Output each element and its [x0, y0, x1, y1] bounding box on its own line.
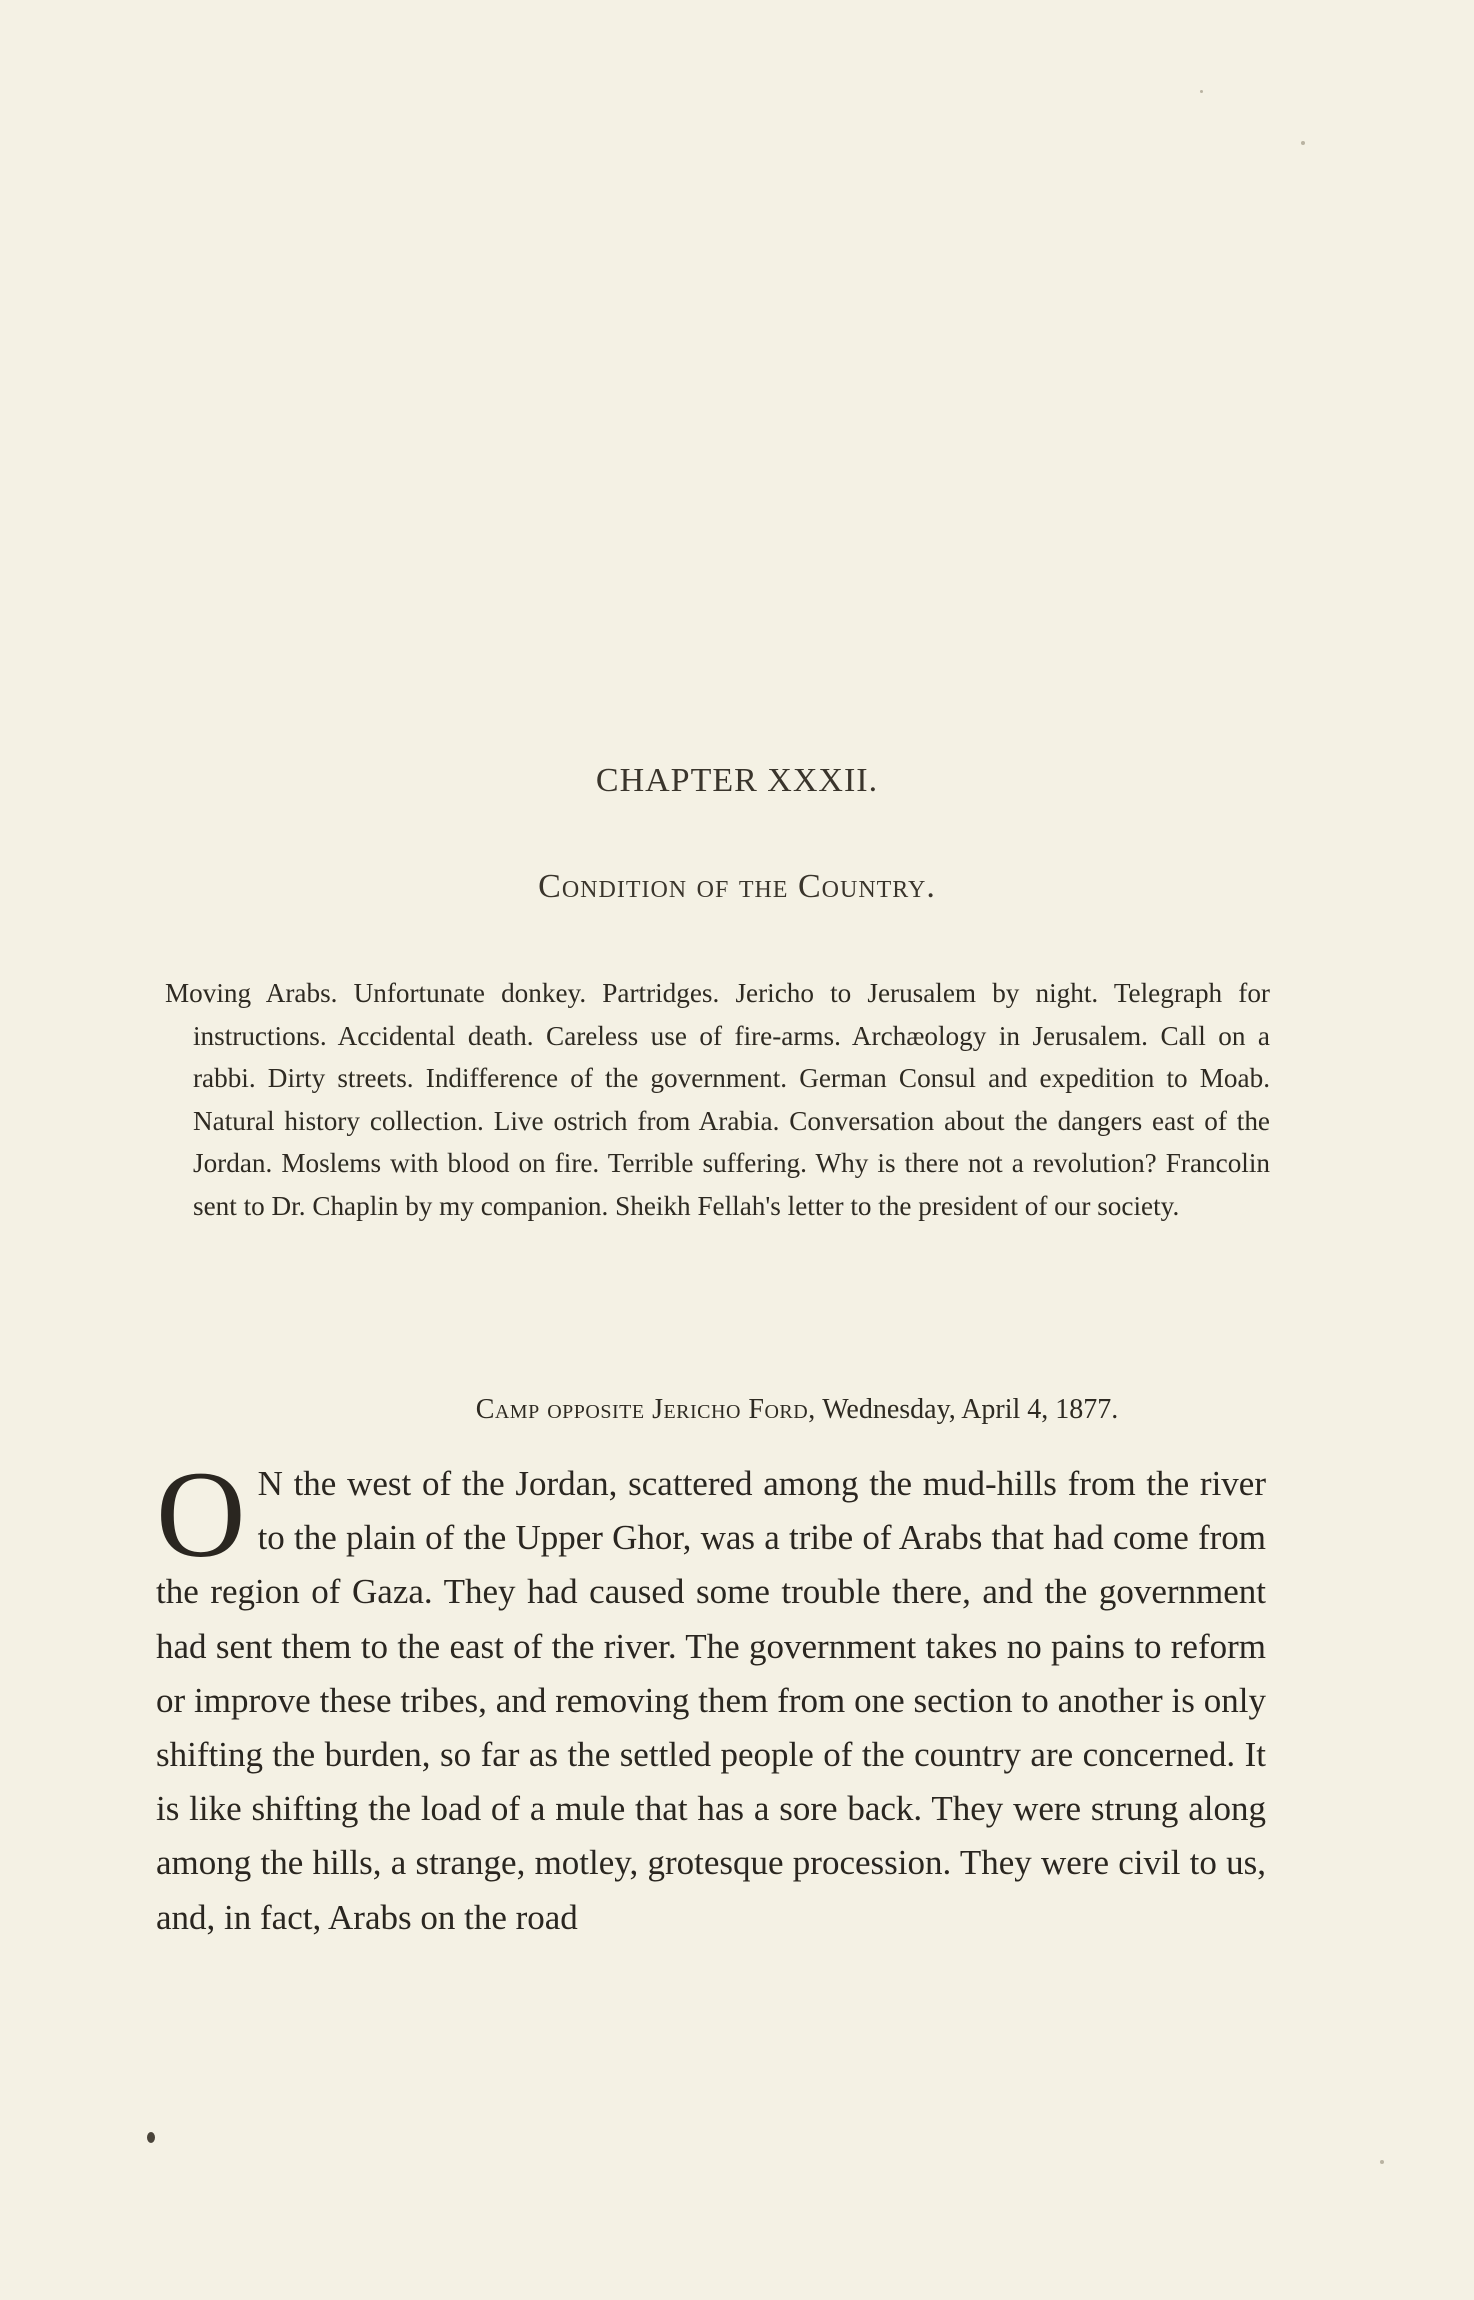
dateline — [0, 1394, 1474, 1426]
body-paragraph-text: N the west of the Jordan, scattered among the mud-hills from the river to the plain of the Upper Ghor, was a tribe of Arabs that had come from the region of Gaza. They had caused some trouble there, and the government had sent them to the east of the river. The government takes no pains to reform or improve these tribes, and removing them from one section to another is only shifting the burden, so far as the settled people of the country are concerned. It is like shifting the load of a mule that has a sore back. They were strung along among the hills, a strange, motley, grotesque procession. They were civil to us, and, in fact, Arabs on the road — [156, 1464, 1266, 1937]
paper-speck — [1301, 141, 1305, 145]
dateline-place: Camp opposite Jericho Ford, — [475, 1394, 816, 1425]
ink-mark — [147, 2132, 155, 2143]
paper-speck — [1380, 2160, 1384, 2164]
paper-speck — [1200, 90, 1203, 93]
chapter-synopsis — [165, 972, 1270, 1227]
chapter-subtitle: Condition of the Country. — [538, 868, 936, 905]
drop-cap: O — [156, 1446, 246, 1583]
synopsis-text: Moving Arabs. Unfortunate donkey. Partridges. Jericho to Jerusalem by night. Telegraph for instructions. Accidental death. Careless use of fire-arms. Archæology in Jerusalem. Call on a rabbi. Dirty streets. Indifference of the government. German Consul and expedition to Moab. Natural history collection. Live ostrich from Arabia. Conversation about the dangers east of the Jordan. Moslems with blood on fire. Terrible suffering. Why is there not a revolution? Francolin sent to Dr. Chaplin by my companion. Sheikh Fellah's letter to the president of our society. — [165, 978, 1270, 1221]
dateline-date: Wednesday, April 4, 1877. — [822, 1394, 1119, 1425]
body-paragraph — [156, 1446, 1266, 1945]
body-text — [156, 1446, 1266, 1945]
chapter-title: CHAPTER XXXII. — [595, 762, 879, 799]
